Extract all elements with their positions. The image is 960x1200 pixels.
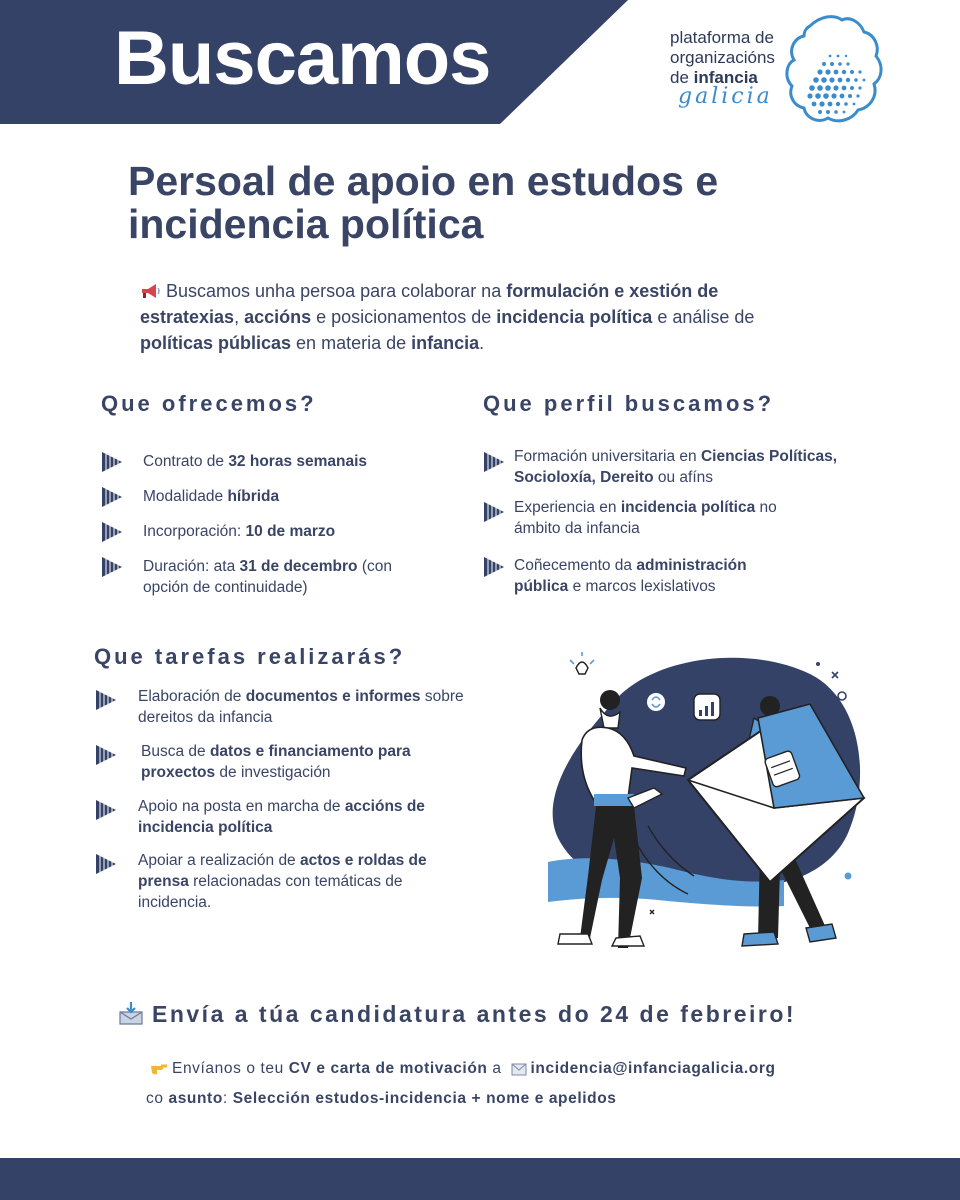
arrow-bullet-icon [482, 555, 508, 579]
inbox-download-icon [118, 1002, 144, 1026]
contact-line-1: Envíanos o teu CV e carta de motivación a incidencia@infanciagalicia.org [146, 1060, 776, 1078]
people-envelope-illustration [548, 648, 878, 958]
logo-galicia-text: galicia [678, 84, 773, 109]
envelope-icon [511, 1063, 527, 1076]
pointing-hand-icon [150, 1060, 168, 1076]
arrow-bullet-icon [100, 485, 126, 509]
logo-line-1: plataforma de [670, 28, 774, 47]
logo-line-2: organizacións [670, 48, 775, 67]
arrow-bullet-icon [100, 520, 126, 544]
organization-logo [660, 12, 900, 130]
logo-line-3: de infancia [670, 68, 758, 87]
intro-paragraph: Buscamos unha persoa para colaborar na formulación e xestión de estratexias, accións e posicionamentos de incidencia política e análise de políticas públicas en materia de infancia. [140, 281, 755, 353]
footer-bar [0, 1158, 960, 1200]
galicia-map-icon [780, 12, 890, 130]
offer-heading: Que ofrecemos? [101, 391, 317, 416]
arrow-bullet-icon [100, 450, 126, 474]
banner-title: Buscamos [114, 16, 491, 101]
arrow-bullet-icon [94, 688, 120, 712]
profile-heading: Que perfil buscamos? [483, 391, 775, 416]
arrow-bullet-icon [94, 852, 120, 876]
arrow-bullet-icon [482, 450, 508, 474]
megaphone-icon [140, 283, 162, 299]
cta-heading: Envía a túa candidatura antes do 24 de febreiro! [118, 1001, 796, 1028]
job-title: Persoal de apoio en estudos e incidencia política [128, 158, 719, 247]
email-link[interactable]: incidencia@infanciagalicia.org [530, 1060, 776, 1077]
arrow-bullet-icon [94, 743, 120, 767]
arrow-bullet-icon [94, 798, 120, 822]
tasks-heading: Que tarefas realizarás? [94, 644, 406, 669]
arrow-bullet-icon [482, 500, 508, 524]
contact-line-2: co asunto: Selección estudos-incidencia + nome e apelidos [146, 1090, 617, 1107]
arrow-bullet-icon [100, 555, 126, 579]
